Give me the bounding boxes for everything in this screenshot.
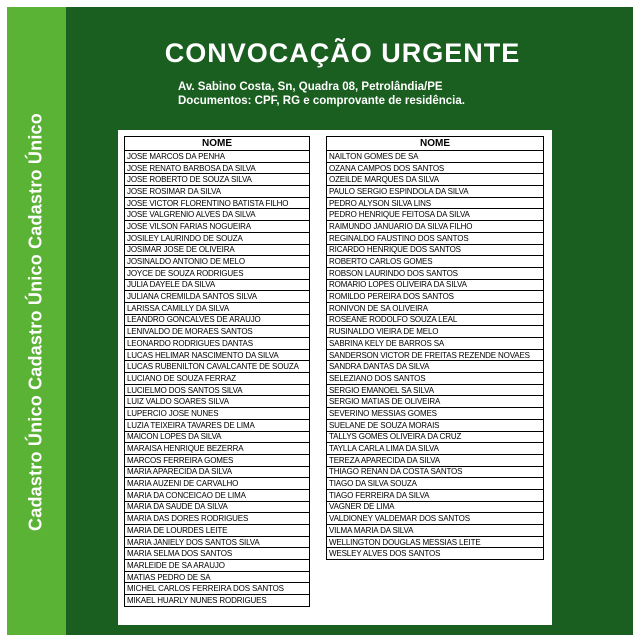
table-row	[327, 443, 544, 455]
name-cell: LUCIELMO DOS SANTOS SILVA	[125, 384, 310, 396]
table-row	[327, 408, 544, 420]
name-cell: MARIA APARECIDA DA SILVA	[125, 466, 310, 478]
table-row	[327, 478, 544, 490]
name-cell: PEDRO HENRIQUE FEITOSA DA SILVA	[327, 209, 544, 221]
name-cell: LUCAS RUBENILTON CAVALCANTE DE SOUZA	[125, 361, 310, 373]
table-row	[125, 513, 310, 525]
table-row	[125, 291, 310, 303]
table-row	[327, 361, 544, 373]
table-row	[125, 595, 310, 607]
table-row	[327, 197, 544, 209]
name-cell: TALLYS GOMES OLIVEIRA DA CRUZ	[327, 431, 544, 443]
name-cell: TEREZA APARECIDA DA SILVA	[327, 454, 544, 466]
table-row	[327, 174, 544, 186]
sidebar-banner-text: Cadastro Único Cadastro Único Cadastro Único	[25, 113, 46, 531]
table-row	[125, 302, 310, 314]
table-row	[125, 525, 310, 537]
name-cell: JULIA DAYELE DA SILVA	[125, 279, 310, 291]
table-row	[327, 431, 544, 443]
name-cell: LUCIANO DE SOUZA FERRAZ	[125, 373, 310, 385]
names-table-right	[326, 136, 544, 560]
name-cell: WESLEY ALVES DOS SANTOS	[327, 548, 544, 560]
name-cell: MATIAS PEDRO DE SA	[125, 571, 310, 583]
table-row	[125, 419, 310, 431]
name-cell: JOSE VALGRENIO ALVES DA SILVA	[125, 209, 310, 221]
name-cell: NAILTON GOMES DE SA	[327, 151, 544, 163]
table-row	[125, 466, 310, 478]
table-row	[327, 525, 544, 537]
name-cell: JULIANA CREMILDA SANTOS SILVA	[125, 291, 310, 303]
name-cell: LUIZ VALDO SOARES SILVA	[125, 396, 310, 408]
table-row	[125, 478, 310, 490]
address-text: Av. Sabino Costa, Sn, Quadra 08, Petrolândia/PE	[178, 81, 443, 93]
table-row	[125, 443, 310, 455]
name-cell: RICARDO HENRIQUE DOS SANTOS	[327, 244, 544, 256]
table-row	[125, 151, 310, 163]
table-row	[327, 548, 544, 560]
info-block	[178, 80, 465, 108]
name-cell: RONIVON DE SA OLIVEIRA	[327, 302, 544, 314]
name-cell: JOSE ROSIMAR DA SILVA	[125, 186, 310, 198]
table-row	[327, 221, 544, 233]
name-cell: JOSE VICTOR FLORENTINO BATISTA FILHO	[125, 197, 310, 209]
name-cell: JOYCE DE SOUZA RODRIGUES	[125, 267, 310, 279]
name-cell: THIAGO RENAN DA COSTA SANTOS	[327, 466, 544, 478]
table-row	[125, 384, 310, 396]
table-row	[327, 384, 544, 396]
name-cell: MARIA DE LOURDES LEITE	[125, 525, 310, 537]
table-row	[125, 349, 310, 361]
name-cell: ROMARIO LOPES OLIVEIRA DA SILVA	[327, 279, 544, 291]
table-row	[327, 466, 544, 478]
name-cell: MICHEL CARLOS FERREIRA DOS SANTOS	[125, 583, 310, 595]
name-cell: JOSE ROBERTO DE SOUZA SILVA	[125, 174, 310, 186]
table-row	[327, 186, 544, 198]
name-cell: JOSINALDO ANTONIO DE MELO	[125, 256, 310, 268]
names-table-left	[124, 136, 310, 607]
table-row	[125, 232, 310, 244]
table-row	[327, 162, 544, 174]
table-row	[125, 501, 310, 513]
name-cell: MIKAEL HUARLY NUNES RODRIGUES	[125, 595, 310, 607]
name-cell: ROBSON LAURINDO DOS SANTOS	[327, 267, 544, 279]
table-row	[125, 279, 310, 291]
table-row	[125, 548, 310, 560]
name-cell: JOSE RENATO BARBOSA DA SILVA	[125, 162, 310, 174]
name-cell: LUPERCIO JOSE NUNES	[125, 408, 310, 420]
name-cell: MARIA JANIELY DOS SANTOS SILVA	[125, 536, 310, 548]
name-cell: SERGIO EMANOEL SA SILVA	[327, 384, 544, 396]
name-cell: JOSE MARCOS DA PENHA	[125, 151, 310, 163]
table-row	[327, 151, 544, 163]
name-cell: SELEZIANO DOS SANTOS	[327, 373, 544, 385]
table-row	[125, 256, 310, 268]
name-cell: JOSIMAR JOSE DE OLIVEIRA	[125, 244, 310, 256]
table-row	[327, 373, 544, 385]
column-header-name: NOME	[125, 137, 310, 151]
table-row	[125, 186, 310, 198]
name-cell: OZANA CAMPOS DOS SANTOS	[327, 162, 544, 174]
column-header-name: NOME	[327, 137, 544, 151]
table-row	[125, 454, 310, 466]
name-cell: RAIMUNDO JANUARIO DA SILVA FILHO	[327, 221, 544, 233]
name-cell: ROMILDO PEREIRA DOS SANTOS	[327, 291, 544, 303]
table-row	[327, 279, 544, 291]
name-cell: ROBERTO CARLOS GOMES	[327, 256, 544, 268]
table-row	[125, 560, 310, 572]
table-row	[327, 256, 544, 268]
name-cell: LEANDRO GONCALVES DE ARAUJO	[125, 314, 310, 326]
table-row	[125, 536, 310, 548]
name-cell: MARIA DA CONCEICAO DE LIMA	[125, 489, 310, 501]
table-row	[327, 314, 544, 326]
name-cell: MARIA SELMA DOS SANTOS	[125, 548, 310, 560]
name-cell: JOSE VILSON FARIAS NOGUEIRA	[125, 221, 310, 233]
table-row	[125, 314, 310, 326]
table-row	[327, 302, 544, 314]
table-row	[327, 232, 544, 244]
table-row	[125, 408, 310, 420]
name-cell: SABRINA KELY DE BARROS SA	[327, 338, 544, 350]
name-cell: LUZIA TEIXEIRA TAVARES DE LIMA	[125, 419, 310, 431]
name-cell: TIAGO FERREIRA DA SILVA	[327, 489, 544, 501]
name-cell: PAULO SERGIO ESPINDOLA DA SILVA	[327, 186, 544, 198]
name-cell: MARIA DA SAUDE DA SILVA	[125, 501, 310, 513]
table-row	[327, 489, 544, 501]
name-cell: SANDERSON VICTOR DE FREITAS REZENDE NOVAES	[327, 349, 544, 361]
table-row	[125, 162, 310, 174]
name-cell: MARIA AUZENI DE CARVALHO	[125, 478, 310, 490]
table-row	[327, 419, 544, 431]
name-cell: WELLINGTON DOUGLAS MESSIAS LEITE	[327, 536, 544, 548]
name-cell: MARIA DAS DORES RODRIGUES	[125, 513, 310, 525]
name-cell: TAYLLA CARLA LIMA DA SILVA	[327, 443, 544, 455]
table-row	[327, 326, 544, 338]
table-row	[125, 209, 310, 221]
name-cell: SANDRA DANTAS DA SILVA	[327, 361, 544, 373]
table-row	[125, 221, 310, 233]
name-cell: SERGIO MATIAS DE OLIVEIRA	[327, 396, 544, 408]
table-row	[327, 209, 544, 221]
table-row	[327, 291, 544, 303]
table-row	[327, 349, 544, 361]
name-cell: VALDIONEY VALDEMAR DOS SANTOS	[327, 513, 544, 525]
name-cell: VAGNER DE LIMA	[327, 501, 544, 513]
table-row	[125, 267, 310, 279]
name-cell: ROSEANE RODOLFO SOUZA LEAL	[327, 314, 544, 326]
name-cell: PEDRO ALYSON SILVA LINS	[327, 197, 544, 209]
name-cell: LARISSA CAMILLY DA SILVA	[125, 302, 310, 314]
name-cell: VILMA MARIA DA SILVA	[327, 525, 544, 537]
table-row	[125, 396, 310, 408]
name-cell: LENIVALDO DE MORAES SANTOS	[125, 326, 310, 338]
table-row	[327, 536, 544, 548]
name-cell: LUCAS HELIMAR NASCIMENTO DA SILVA	[125, 349, 310, 361]
table-row	[125, 583, 310, 595]
table-row	[125, 489, 310, 501]
name-cell: MAICON LOPES DA SILVA	[125, 431, 310, 443]
name-cell: SEVERINO MESSIAS GOMES	[327, 408, 544, 420]
table-row	[125, 326, 310, 338]
documents-text: Documentos: CPF, RG e comprovante de residência.	[178, 95, 465, 107]
name-cell: OZEILDE MARQUES DA SILVA	[327, 174, 544, 186]
table-row	[327, 501, 544, 513]
name-cell: RUSINALDO VIEIRA DE MELO	[327, 326, 544, 338]
page-title: CONVOCAÇÃO URGENTE	[164, 38, 521, 68]
table-row	[125, 174, 310, 186]
name-cell: LEONARDO RODRIGUES DANTAS	[125, 338, 310, 350]
name-cell: REGINALDO FAUSTINO DOS SANTOS	[327, 232, 544, 244]
table-row	[327, 513, 544, 525]
table-row	[125, 361, 310, 373]
table-row	[125, 244, 310, 256]
table-row	[125, 197, 310, 209]
table-row	[327, 244, 544, 256]
name-cell: TIAGO DA SILVA SOUZA	[327, 478, 544, 490]
name-cell: JOSILEY LAURINDO DE SOUZA	[125, 232, 310, 244]
table-row	[327, 396, 544, 408]
name-cell: MARLEIDE DE SA ARAUJO	[125, 560, 310, 572]
table-row	[327, 454, 544, 466]
table-row	[327, 338, 544, 350]
table-row	[327, 267, 544, 279]
table-row	[125, 338, 310, 350]
table-row	[125, 431, 310, 443]
name-cell: SUELANE DE SOUZA MORAIS	[327, 419, 544, 431]
table-row	[125, 571, 310, 583]
name-cell: MARAISA HENRIQUE BEZERRA	[125, 443, 310, 455]
name-cell: MARCOS FERREIRA GOMES	[125, 454, 310, 466]
table-row	[125, 373, 310, 385]
